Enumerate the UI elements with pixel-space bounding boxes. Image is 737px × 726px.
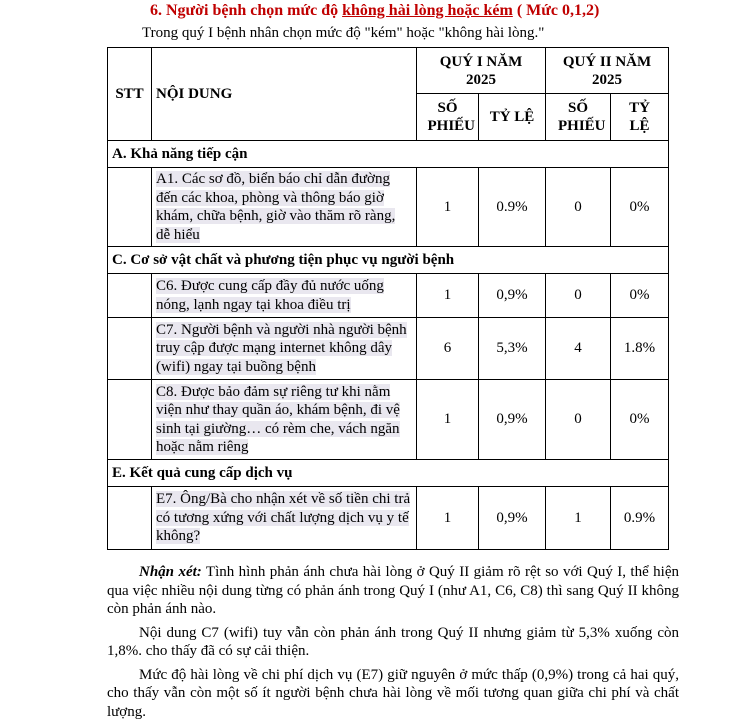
- header-q1-count: SỐ PHIẾU: [417, 94, 479, 141]
- header-stt: STT: [108, 48, 152, 141]
- q1-rate: 0,9%: [479, 274, 546, 318]
- q1-rate: 5,3%: [479, 318, 546, 380]
- heading-prefix: 6. Người bệnh chọn mức độ: [150, 2, 343, 19]
- q2-count: 1: [546, 487, 611, 550]
- q2-count: 0: [546, 168, 611, 247]
- table-row: [108, 318, 669, 380]
- q1-count: 1: [417, 168, 479, 247]
- q1-rate: 0.9%: [479, 168, 546, 247]
- section-title: C. Cơ sở vật chất và phương tiện phục vụ người bệnh: [108, 247, 669, 274]
- section-row: [108, 141, 669, 168]
- q2-count: 4: [546, 318, 611, 380]
- section-heading: [150, 2, 599, 20]
- q2-count: 0: [546, 274, 611, 318]
- subtitle: Trong quý I bệnh nhân chọn mức độ "kém" hoặc "không hài lòng.": [142, 25, 545, 41]
- header-q2: QUÝ II NĂM 2025: [546, 48, 669, 94]
- section-title: E. Kết quả cung cấp dịch vụ: [108, 460, 669, 487]
- q1-count: 1: [417, 380, 479, 460]
- commentary: [107, 563, 679, 726]
- section-title: A. Khả năng tiếp cận: [108, 141, 669, 168]
- header-content: NỘI DUNG: [152, 48, 417, 141]
- survey-table: [107, 47, 669, 550]
- q1-count: 1: [417, 487, 479, 550]
- table-row: [108, 168, 669, 247]
- row-content: C6. Được cung cấp đầy đủ nước uống nóng, lạnh ngay tại khoa điều trị: [152, 274, 417, 318]
- note-paragraph-2: Nội dung C7 (wifi) tuy vẫn còn phản ánh trong Quý II nhưng giảm từ 5,3% xuống còn 1,8%. cho thấy đã có sự cải thiện.: [107, 624, 679, 659]
- row-content: A1. Các sơ đồ, biển báo chỉ dẫn đường đến các khoa, phòng và thông báo giờ khám, chữa bệnh, giờ vào thăm rõ ràng, dễ hiểu: [152, 168, 417, 247]
- section-row: [108, 460, 669, 487]
- q1-rate: 0,9%: [479, 380, 546, 460]
- section-row: [108, 247, 669, 274]
- q1-count: 6: [417, 318, 479, 380]
- header-q2-rate: TỶ LỆ: [611, 94, 669, 141]
- q2-rate: 0%: [611, 168, 669, 247]
- note-label: Nhận xét:: [139, 564, 202, 580]
- q2-rate: 0.9%: [611, 487, 669, 550]
- q2-count: 0: [546, 380, 611, 460]
- heading-suffix: ( Mức 0,1,2): [512, 2, 600, 19]
- table-row: [108, 380, 669, 460]
- q2-rate: 0%: [611, 274, 669, 318]
- q1-count: 1: [417, 274, 479, 318]
- row-content: E7. Ông/Bà cho nhận xét về số tiền chi trả có tương xứng với chất lượng dịch vụ y tế không?: [152, 487, 417, 550]
- q2-rate: 1.8%: [611, 318, 669, 380]
- table-row: [108, 274, 669, 318]
- table-row: [108, 487, 669, 550]
- header-q2-count: SỐ PHIẾU: [546, 94, 611, 141]
- note-paragraph-1: Nhận xét: Tình hình phản ánh chưa hài lòng ở Quý II giảm rõ rệt so với Quý I, thể hiện qua việc nhiều nội dung từng có phản ánh trong Quý I (như A1, C6, C8) thì sang Quý II không còn phản ánh nào.: [107, 564, 679, 617]
- row-content: C8. Được bảo đảm sự riêng tư khi nằm viện như thay quần áo, khám bệnh, đi vệ sinh tại giường… có rèm che, vách ngăn hoặc nằm riêng: [152, 380, 417, 460]
- header-q1-rate: TỶ LỆ: [479, 94, 546, 141]
- note-paragraph-3: Mức độ hài lòng về chi phí dịch vụ (E7) giữ nguyên ở mức thấp (0,9%) trong cả hai quý, cho thấy vẫn còn một số ít người bệnh chưa hài lòng về mối tương quan giữa chi phí và chất lượng.: [107, 666, 679, 720]
- heading-underlined: không hài lòng hoặc kém: [342, 2, 513, 19]
- row-content: C7. Người bệnh và người nhà người bệnh truy cập được mạng internet không dây (wifi) ngay tại buồng bệnh: [152, 318, 417, 380]
- q1-rate: 0,9%: [479, 487, 546, 550]
- header-q1: QUÝ I NĂM 2025: [417, 48, 546, 94]
- q2-rate: 0%: [611, 380, 669, 460]
